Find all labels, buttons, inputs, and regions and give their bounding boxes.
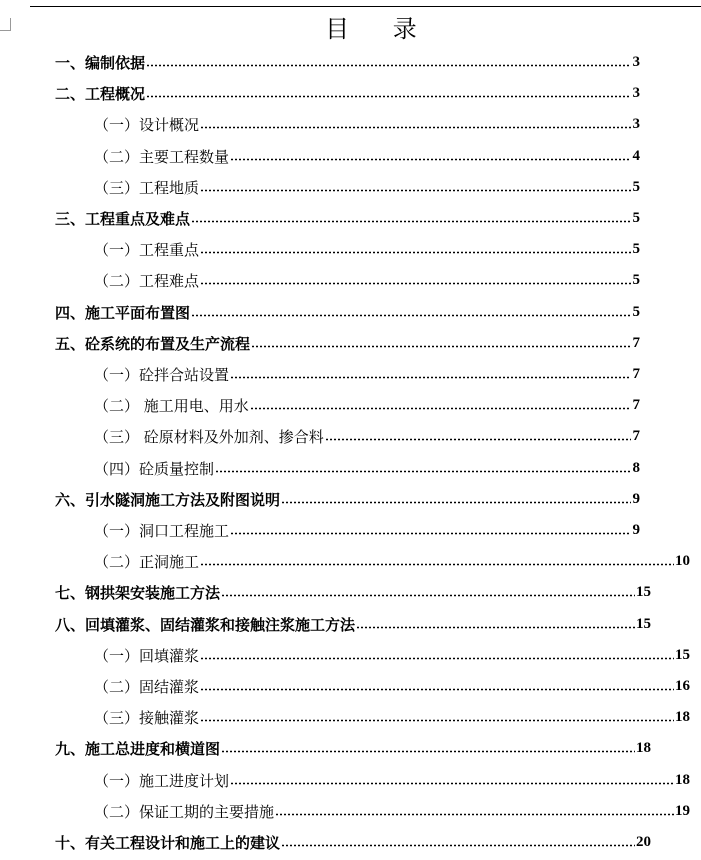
toc-entry-page-number: 4	[632, 147, 640, 164]
toc-entry-page-number: 7	[632, 397, 640, 414]
toc-entry-label: 五、砼系统的布置及生产流程	[55, 334, 251, 353]
toc-dot-leader	[200, 189, 631, 192]
toc-dot-leader	[221, 750, 635, 753]
toc-entry-label: （三） 砼原材料及外加剂、掺合料	[94, 428, 324, 447]
toc-dot-leader	[200, 719, 674, 722]
toc-entry[interactable]	[94, 390, 640, 421]
toc-entry-label: （三）工程地质	[94, 178, 200, 197]
toc-dot-leader	[191, 220, 631, 223]
toc-entry[interactable]	[55, 827, 651, 858]
toc-dot-leader	[281, 501, 631, 504]
toc-entry-page-number: 20	[636, 834, 651, 850]
toc-entry[interactable]	[94, 234, 640, 265]
toc-entry-page-number: 16	[675, 678, 690, 694]
toc-entry-page-number: 7	[632, 428, 640, 445]
toc-dot-leader	[221, 594, 635, 597]
toc-entry[interactable]	[94, 765, 690, 796]
toc-entry-label: （一）砼拌合站设置	[94, 366, 230, 384]
toc-dot-leader	[230, 376, 631, 379]
toc-dot-leader	[146, 64, 631, 67]
toc-entry-page-number: 3	[632, 116, 640, 133]
toc-entry-label: （一）施工进度计划	[94, 771, 230, 790]
toc-entry-page-number: 15	[636, 584, 651, 601]
toc-dot-leader	[250, 407, 631, 410]
toc-entry[interactable]	[94, 702, 690, 733]
toc-entry[interactable]	[55, 203, 640, 234]
toc-entry-page-number: 19	[675, 802, 690, 819]
header-rule	[30, 6, 701, 7]
toc-entry-label: （二）保证工期的主要措施	[94, 802, 275, 821]
toc-entry-page-number: 5	[632, 210, 640, 226]
toc-entry-label: （一）洞口工程施工	[94, 522, 230, 540]
toc-dot-leader	[251, 345, 631, 348]
toc-dot-leader	[230, 532, 631, 535]
toc-entry[interactable]	[94, 172, 640, 203]
toc-entry-label: 八、回填灌浆、固结灌浆和接触注浆施工方法	[55, 615, 356, 634]
toc-entry-label: 三、工程重点及难点	[55, 210, 191, 228]
toc-entry-page-number: 18	[636, 740, 651, 757]
toc-dot-leader	[200, 282, 631, 285]
page-title: 目 录	[325, 15, 435, 43]
toc-dot-leader	[191, 314, 631, 317]
toc-entry-label: 九、施工总进度和横道图	[55, 740, 221, 759]
toc-entry-label: （二）主要工程数量	[94, 147, 230, 166]
toc-dot-leader	[230, 158, 631, 161]
toc-entry-page-number: 3	[632, 85, 640, 102]
toc-entry-page-number: 10	[675, 553, 690, 570]
toc-entry-label: （一）工程重点	[94, 241, 200, 260]
toc-entry[interactable]	[55, 609, 651, 640]
toc-entry-label: （二）固结灌浆	[94, 678, 200, 696]
toc-entry[interactable]	[55, 297, 640, 328]
toc-entry-label: （一）设计概况	[94, 116, 200, 135]
toc-entry-label: （二）工程难点	[94, 272, 200, 291]
toc-entry-page-number: 5	[632, 178, 640, 195]
toc-entry-label: （二） 施工用电、用水	[94, 397, 249, 416]
toc-entry-page-number: 18	[675, 771, 690, 788]
toc-dot-leader	[215, 470, 631, 473]
toc-entry[interactable]	[94, 796, 690, 827]
toc-entry[interactable]	[94, 421, 640, 452]
toc-entry-page-number: 5	[632, 303, 640, 320]
toc-entry[interactable]	[94, 453, 640, 484]
toc-entry-label: 一、编制依据	[55, 54, 146, 72]
toc-entry[interactable]	[94, 546, 690, 577]
toc-entry[interactable]	[55, 484, 640, 515]
toc-entry[interactable]	[55, 78, 640, 109]
toc-dot-leader	[275, 813, 674, 816]
toc-entry-page-number: 9	[632, 522, 640, 538]
toc-dot-leader	[200, 563, 674, 566]
toc-entry-page-number: 18	[675, 709, 690, 726]
toc-entry-page-number: 7	[632, 334, 640, 351]
toc-dot-leader	[325, 438, 631, 441]
toc-entry-page-number: 15	[675, 646, 690, 663]
toc-entry-label: （二）正洞施工	[94, 553, 200, 572]
toc-entry[interactable]	[55, 577, 651, 608]
toc-entry[interactable]	[55, 733, 651, 764]
toc-entry[interactable]	[94, 359, 640, 390]
toc-dot-leader	[230, 782, 674, 785]
toc-entry-page-number: 5	[632, 272, 640, 289]
toc-dot-leader	[356, 626, 635, 629]
toc-entry[interactable]	[94, 265, 640, 296]
toc-entry-label: 二、工程概况	[55, 85, 146, 104]
toc-entry-label: 六、引水隧洞施工方法及附图说明	[55, 490, 281, 509]
toc-entry-page-number: 3	[632, 54, 640, 70]
toc-entry[interactable]	[55, 328, 640, 359]
toc-entry[interactable]	[94, 671, 690, 702]
toc-entry[interactable]	[94, 515, 640, 546]
toc-entry-page-number: 5	[632, 241, 640, 258]
toc-entry[interactable]	[55, 47, 640, 78]
toc-entry[interactable]	[94, 109, 640, 140]
toc-entry-label: （三）接触灌浆	[94, 709, 200, 728]
toc-entry-label: 四、施工平面布置图	[55, 303, 191, 322]
toc-dot-leader	[200, 251, 631, 254]
toc-entry[interactable]	[94, 640, 690, 671]
toc-entry-page-number: 8	[632, 459, 640, 476]
toc-entry[interactable]	[94, 141, 640, 172]
toc-entry-page-number: 7	[632, 366, 640, 382]
toc-entry-page-number: 15	[636, 615, 651, 632]
toc-dot-leader	[281, 844, 635, 847]
toc-dot-leader	[200, 657, 674, 660]
toc-dot-leader	[146, 95, 631, 98]
page-header	[0, 0, 701, 8]
toc-dot-leader	[200, 126, 631, 129]
toc-entry-label: （一）回填灌浆	[94, 646, 200, 665]
toc-entry-label: 七、钢拱架安装施工方法	[55, 584, 221, 603]
toc-dot-leader	[200, 688, 674, 691]
toc-entry-label: 十、有关工程设计和施工上的建议	[55, 834, 281, 852]
toc-entry-label: （四）砼质量控制	[94, 459, 215, 478]
toc-entry-page-number: 9	[632, 490, 640, 507]
